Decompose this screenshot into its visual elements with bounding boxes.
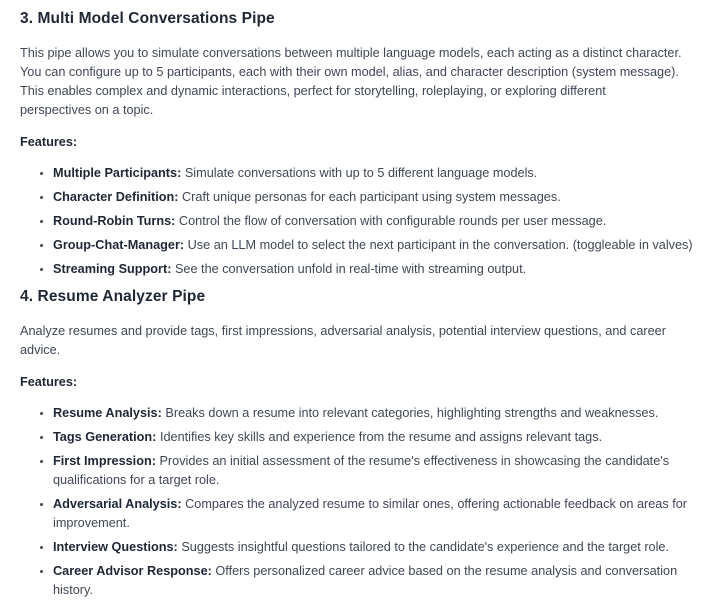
feature-item <box>53 212 694 231</box>
feature-item <box>53 428 694 447</box>
feature-label: Adversarial Analysis: <box>53 497 182 511</box>
feature-text: Use an LLM model to select the next participant in the conversation. (toggleable in valves) <box>187 238 693 252</box>
paragraph-line: This pipe allows you to simulate conversations between multiple language models, each acting as a distinct character. <box>20 46 682 60</box>
features-list <box>20 404 694 600</box>
features-list <box>20 164 694 279</box>
feature-text: Offers personalized career advice based on the resume analysis and conversation <box>215 564 678 578</box>
paragraph-line: You can configure up to 5 participants, each with their own model, alias, and character description (system message). <box>20 65 679 79</box>
section-intro-paragraph <box>20 44 694 120</box>
features-label: Features: <box>20 375 78 389</box>
paragraph-line: advice. <box>20 343 61 357</box>
feature-text: Craft unique personas for each participant using system messages. <box>182 190 561 204</box>
feature-text-continuation: qualifications for a target role. <box>53 473 220 487</box>
feature-item <box>53 452 694 490</box>
feature-label: Character Definition: <box>53 190 179 204</box>
feature-text: Breaks down a resume into relevant categories, highlighting strengths and weaknesses. <box>165 406 659 420</box>
feature-item <box>53 404 694 423</box>
feature-text: Control the flow of conversation with configurable rounds per user message. <box>178 214 607 228</box>
feature-text-continuation: history. <box>53 583 93 597</box>
feature-label: Tags Generation: <box>53 430 157 444</box>
section-title: 3. Multi Model Conversations Pipe <box>20 10 275 27</box>
feature-text: Provides an initial assessment of the resume's effectiveness in showcasing the candidate's <box>159 454 670 468</box>
feature-label: Interview Questions: <box>53 540 178 554</box>
feature-text: Simulate conversations with up to 5 different language models. <box>184 166 538 180</box>
section-title: 4. Resume Analyzer Pipe <box>20 288 206 305</box>
feature-label: Group-Chat-Manager: <box>53 238 185 252</box>
feature-item <box>53 260 694 279</box>
feature-item <box>53 164 694 183</box>
paragraph-line: This enables complex and dynamic interactions, perfect for storytelling, roleplaying, or exploring different <box>20 84 606 98</box>
feature-item <box>53 562 694 600</box>
section-multi-model-conversations <box>20 9 694 279</box>
feature-text: Suggests insightful questions tailored to the candidate's experience and the target role. <box>181 540 670 554</box>
feature-label: Streaming Support: <box>53 262 172 276</box>
feature-item <box>53 538 694 557</box>
feature-text: See the conversation unfold in real-time with streaming output. <box>174 262 527 276</box>
feature-label: Career Advisor Response: <box>53 564 212 578</box>
paragraph-line: perspectives on a topic. <box>20 103 154 117</box>
feature-label: Multiple Participants: <box>53 166 182 180</box>
feature-item <box>53 236 694 255</box>
feature-text: Identifies key skills and experience from the resume and assigns relevant tags. <box>159 430 603 444</box>
feature-item <box>53 188 694 207</box>
section-resume-analyzer <box>20 287 694 600</box>
feature-label: Resume Analysis: <box>53 406 162 420</box>
features-label: Features: <box>20 135 78 149</box>
section-intro-paragraph <box>20 322 694 360</box>
feature-item <box>53 495 694 533</box>
feature-label: First Impression: <box>53 454 156 468</box>
feature-label: Round-Robin Turns: <box>53 214 176 228</box>
feature-text-continuation: improvement. <box>53 516 130 530</box>
feature-text: Compares the analyzed resume to similar ones, offering actionable feedback on areas for <box>185 497 688 511</box>
paragraph-line: Analyze resumes and provide tags, first impressions, adversarial analysis, potential interview questions, and career <box>20 324 666 338</box>
